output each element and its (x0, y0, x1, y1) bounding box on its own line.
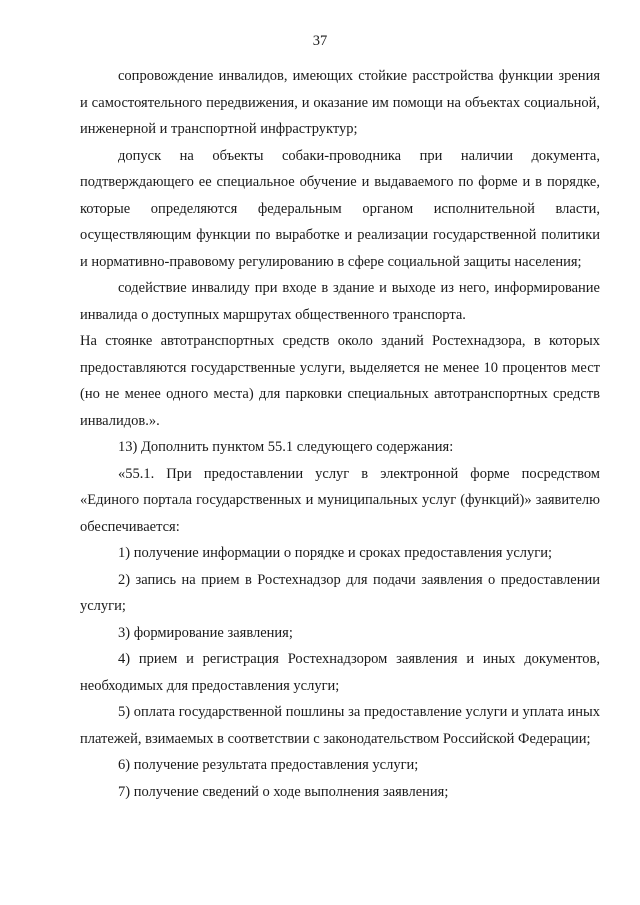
page-number: 37 (312, 33, 328, 49)
list-item: 4) прием и регистрация Ростехнадзором заявления и иных документов, необходимых для предоставления услуги; (80, 651, 600, 694)
paragraph: На стоянке автотранспортных средств около зданий Ростехнадзора, в которых предоставляются государственные услуги, выделяется не менее 10 процентов мест (но не менее одного места) для парковки специальных автотранспортных средств инвалидов.». (80, 333, 600, 429)
list-item: 5) оплата государственной пошлины за предоставление услуги и уплата иных платежей, взимаемых в соответствии с законодательством Российской Федерации; (80, 704, 600, 747)
paragraph: допуск на объекты собаки-проводника при наличии документа, подтверждающего ее специальное обучение и выдаваемого по форме и в порядке, которые определяются федеральным органом исполнительной власти, осуществляющим функции по выработке и реализации государственной политики и нормативно-правовому регулированию в сфере социальной защиты населения; (80, 147, 600, 270)
paragraph: «55.1. При предоставлении услуг в электронной форме посредством «Единого портала государственных и муниципальных услуг (функций)» заявителю обеспечивается: (80, 465, 600, 535)
list-item: 6) получение результата предоставления услуги; (118, 757, 419, 773)
list-item: 7) получение сведений о ходе выполнения заявления; (118, 783, 449, 800)
paragraph: сопровождение инвалидов, имеющих стойкие расстройства функции зрения и самостоятельного передвижения, и оказание им помощи на объектах социальной, инженерной и транспортной инфраструктур; (80, 68, 600, 137)
document-body (80, 63, 600, 805)
list-item: 3) формирование заявления; (118, 624, 293, 641)
list-item: 2) запись на прием в Ростехнадзор для подачи заявления о предоставлении услуги; (80, 571, 600, 614)
list-item: 1) получение информации о порядке и сроках предоставления услуги; (118, 545, 552, 561)
paragraph: содействие инвалиду при входе в здание и выходе из него, информирование инвалида о доступных маршрутах общественного транспорта. (80, 280, 600, 323)
paragraph: 13) Дополнить пунктом 55.1 следующего содержания: (118, 439, 454, 455)
